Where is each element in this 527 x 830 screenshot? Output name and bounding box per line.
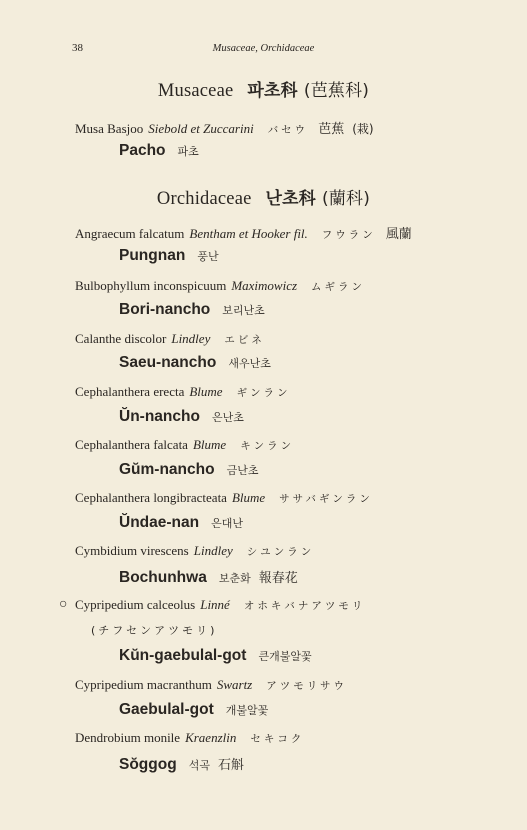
family-name: Musaceae [157,81,234,101]
species-entry: Angraecum falcatum Bentham et Hooker fil. フウラン 風蘭 [75,226,412,242]
species-entry: Cephalanthera erecta Blume ギンラン [75,384,291,399]
korean-name: Ŭn-nancho 은난초 [119,408,244,425]
family-cjk: (芭蕉科) [303,81,370,101]
family-heading-orchidaceae [0,184,527,210]
korean-name: Gaebulal-got 개불알꽃 [119,701,269,718]
species-entry: Cypripedium macranthum Swartz アツモリサウ [75,677,348,692]
species-entry: Cephalanthera falcata Blume キンラン [75,437,295,452]
kana-alt-name: (チフセンアツモリ) [91,624,218,637]
species-entry: Dendrobium monile Kraenzlin セキコク [75,730,305,745]
family-cjk: (蘭科) [322,189,371,209]
korean-name: Bochunhwa 보춘화 報春花 [119,569,298,586]
korean-name: Ŭndae-nan 은대난 [119,514,243,531]
korean-name: Sŏggog 석곡 石斛 [119,756,244,773]
species-entry: Cymbidium virescens Lindley シユンラン [75,543,315,558]
korean-name: Kŭn-gaebulal-got 큰개불알꽃 [119,647,312,664]
species-entry: Musa Basjoo Siebold et Zuccarini バセウ 芭蕉 (栽) [75,121,374,137]
circle-mark: ○ [59,597,68,612]
family-name: Orchidaceae [156,189,252,209]
running-title: Musaceae, Orchidaceae [212,43,315,54]
korean-name: Gŭm-nancho 금난초 [119,461,259,478]
page-number: 38 [72,42,83,54]
korean-name: Bori-nancho 보리난초 [119,301,265,318]
species-entry: Cypripedium calceolus Linné オホキバナアツモリ [75,597,366,612]
korean-name: Pacho 파초 [119,142,199,159]
species-entry: Calanthe discolor Lindley エビネ [75,331,265,346]
family-korean: 파초科 [247,81,298,101]
family-korean: 난초科 [265,189,316,209]
species-entry: Cephalanthera longibracteata Blume ササバギンラン [75,490,373,505]
korean-name: Saeu-nancho 새우난초 [119,354,271,371]
family-heading-musaceae [0,76,527,102]
korean-name: Pungnan 풍난 [119,247,219,264]
species-entry: Bulbophyllum inconspicuum Maximowicz ムギラン [75,278,366,293]
